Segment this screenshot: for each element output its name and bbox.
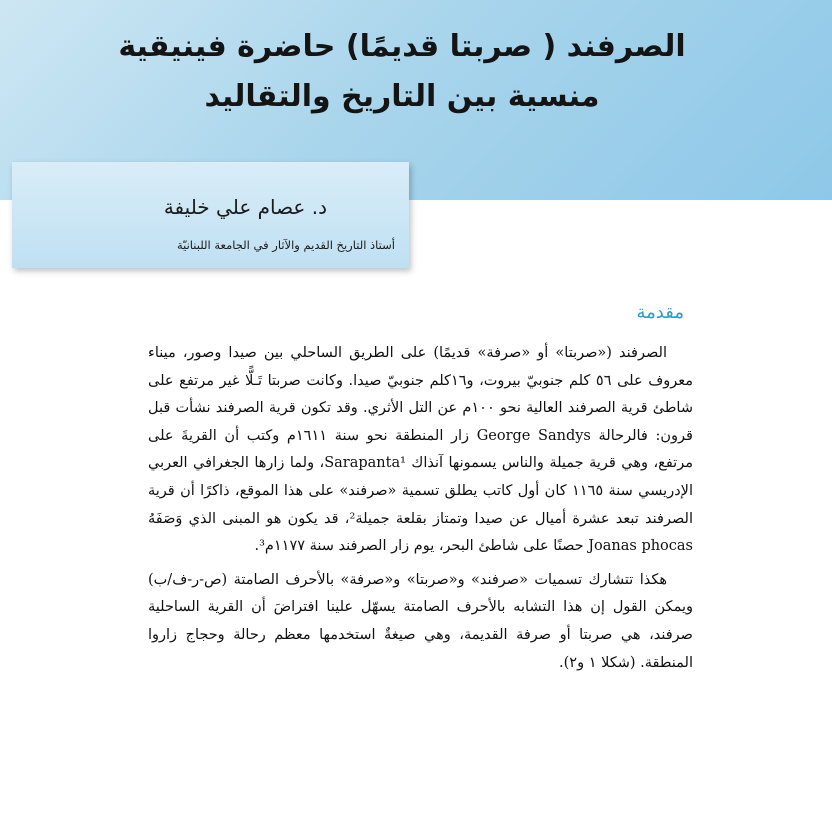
- author-role: أستاذ التاريخ القديم والآثار في الجامعة اللبنانيّة: [176, 238, 395, 252]
- section-heading: مقدمة: [636, 302, 684, 323]
- author-name: د. عصام علي خليفة: [163, 195, 327, 219]
- paragraph-2: هكذا تتشارك تسميات «صرفند» و«صربتا» و«صرفة» بالأحرف الصامتة (ص-ر-ف/ب) ويمكن القول إن هذا التشابه بالأحرف الصامتة يسهّل علينا افتراضَ أن القرية الساحلية صرفند، هي صربتا أو صرفة القديمة، وهي صيغةٌ استخدمها معظم رحالة وحجاج زاروا المنطقة. (شكلا ١ و٢).: [148, 571, 693, 671]
- article-title: [92, 22, 712, 122]
- article-body: [148, 340, 693, 677]
- article-title-line-2: منسية بين التاريخ والتقاليد: [204, 79, 600, 114]
- author-box: [12, 162, 409, 268]
- article-title-line-1: الصرفند ( صربتا قديمًا) حاضرة فينيقية: [118, 29, 686, 64]
- paragraph-1: الصرفند («صربتا» أو «صرفة» قديمًا) على الطريق الساحلي بين صيدا وصور، ميناء معروف على ٥٦ كلم جنوبيّ بيروت، و١٦كلم جنوبيّ صيدا. وكانت صربتا تَـلًّا غير مرتفع على شاطئ قرية الصرفند العالية نحو ١٠٠م عن التل الأثري. وقد تكون قرية الصرفند نشأت قبل قرون: فالرحالة George Sandys زار المنطقة نحو سنة ١٦١١م وكتب أن القريةَ على مرتفع، وهي قرية جميلة والناس يسمونها آنذاك Sarapanta¹، ولما زارها الجغرافي العربي الإدريسي سنة ١١٦٥ كان أول كاتب يطلق تسمية «صرفند» على هذا الموقع، ذاكرًا أن قرية الصرفند تبعد عشرة أميال عن صيدا وتمتاز بقلعة جميلة²، قد يكون هو المبنى الذي وَصَفَهُ Joanas phocas حصنًا على شاطئ البحر، يوم زار الصرفند سنة ١١٧٧م³.: [148, 345, 694, 555]
